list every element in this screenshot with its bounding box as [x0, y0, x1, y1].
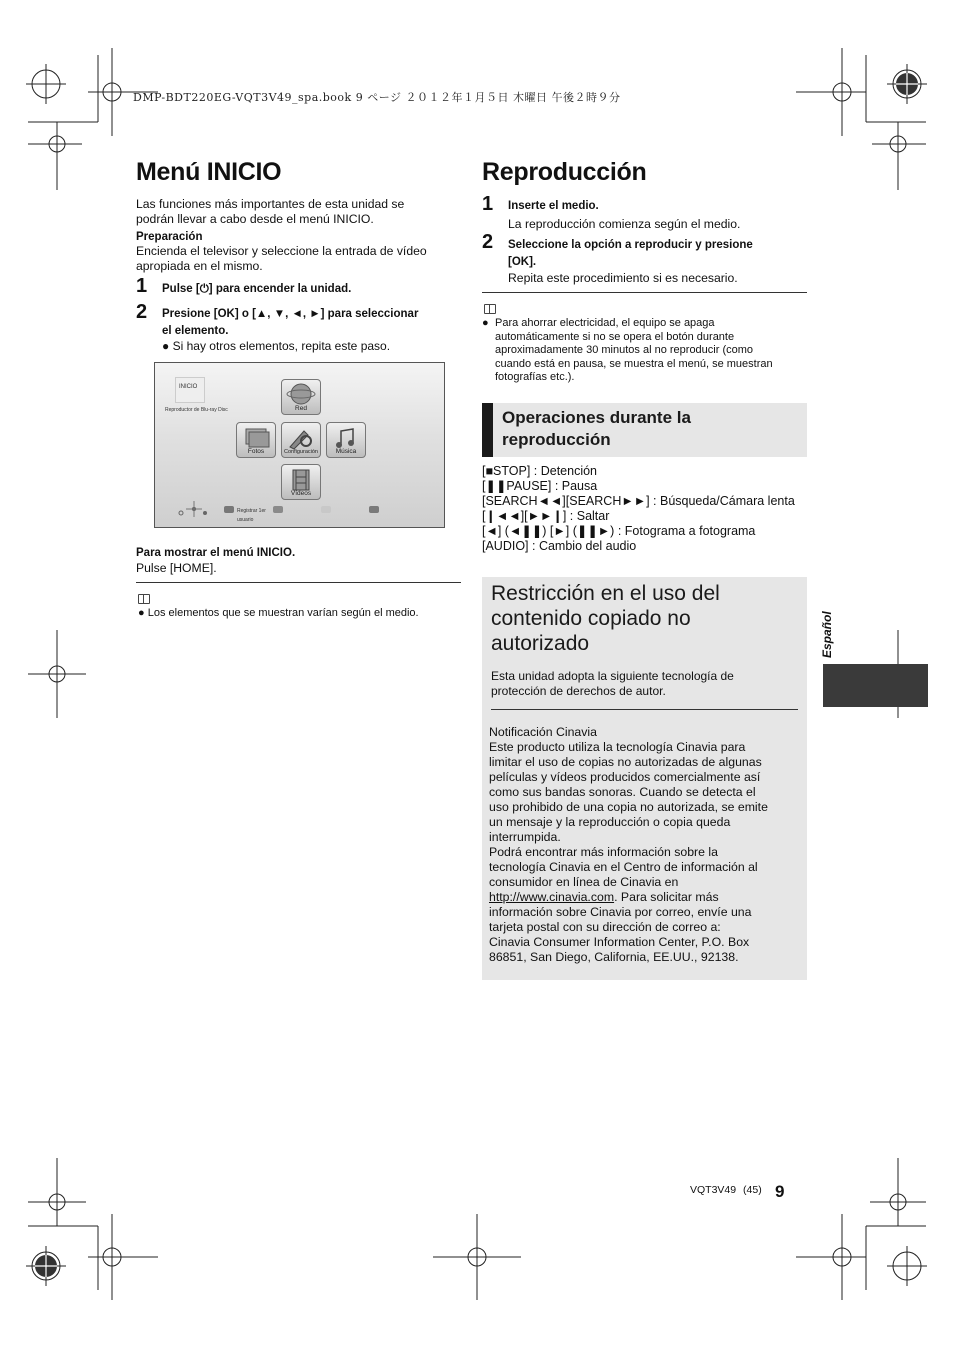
restriction-intro: Esta unidad adopta la siguiente tecnología de — [491, 669, 734, 683]
doc-subpage: (45) — [743, 1184, 762, 1196]
note-line: cuando está en pausa, se muestra el menú, se muestran — [495, 357, 773, 370]
step-bullet-text: Si hay otros elementos, repita este paso. — [172, 339, 391, 353]
tile-label: Fotos — [247, 448, 265, 455]
ops-line: [❙◄◄][►►❙] : Saltar — [482, 509, 610, 523]
home-menu-screen — [154, 362, 445, 528]
restriction-title: contenido copiado no — [491, 607, 691, 630]
cinavia-line: información sobre Cinavia por correo, envíe una — [489, 905, 752, 919]
intro-line: Las funciones más importantes de esta unidad se — [136, 197, 405, 211]
red-button-icon — [224, 506, 234, 513]
prep-line: Encienda el televisor y seleccione la entrada de vídeo — [136, 244, 427, 258]
section-title-reproduccion: Reproducción — [482, 158, 647, 186]
home-label: INICIO — [179, 384, 198, 390]
cinavia-line: Este producto utiliza la tecnología Cinavia para — [489, 740, 746, 754]
bullet-dot: ● — [482, 317, 489, 329]
ops-line: [❚❚PAUSE] : Pausa — [482, 479, 598, 493]
language-label: Español — [820, 611, 834, 658]
tile-videos[interactable] — [281, 464, 321, 500]
ops-heading-bar — [482, 403, 493, 457]
ops-heading: Operaciones durante la — [502, 408, 691, 427]
step-number: 2 — [482, 231, 494, 253]
ops-line: [■STOP] : Detención — [482, 464, 598, 478]
cinavia-link[interactable]: http://www.cinavia.com — [489, 890, 615, 904]
green-button-icon — [273, 506, 283, 513]
step-text: Pulse [⏻] para encender la unidad. — [162, 283, 352, 295]
language-tab — [823, 664, 928, 707]
doc-code: VQT3V49 — [690, 1184, 737, 1196]
step-text: [OK]. — [508, 256, 537, 268]
note-line: automáticamente si no se opera el botón durante — [495, 330, 735, 343]
restriction-box — [482, 577, 807, 980]
tile-musica[interactable] — [326, 422, 366, 458]
step-number: 1 — [136, 275, 148, 297]
step-text: Seleccione la opción a reproducir y presione — [508, 239, 753, 251]
cinavia-line: Podrá encontrar más información sobre la — [489, 845, 718, 859]
step-desc: La reproducción comienza según el medio. — [508, 217, 741, 231]
step-text: Inserte el medio. — [508, 200, 599, 212]
step-desc: Repita este procedimiento si es necesario. — [508, 271, 738, 285]
cinavia-line: consumidor en línea de Cinavia en — [489, 875, 679, 889]
prep-line: apropiada en el mismo. — [136, 259, 263, 273]
cinavia-line: como sus bandas sonoras. Cuando se detecta el — [489, 785, 756, 799]
ops-heading: reproducción — [502, 430, 611, 449]
divider — [491, 709, 798, 710]
cinavia-line: un mensaje y la reproducción o copia queda — [489, 815, 731, 829]
tile-label: Red — [295, 405, 307, 412]
step-number: 1 — [482, 193, 494, 215]
note-line: fotografías etc.). — [495, 371, 575, 383]
tile-label: Configuración — [284, 449, 318, 455]
tile-configuracion[interactable] — [281, 422, 321, 458]
ops-line: [AUDIO] : Cambio del audio — [482, 539, 637, 553]
cinavia-line: Notificación Cinavia — [489, 725, 597, 739]
cinavia-line: 86851, San Diego, California, EE.UU., 92138. — [489, 950, 739, 964]
cinavia-line: Cinavia Consumer Information Center, P.O. Box — [489, 935, 750, 949]
step-number: 2 — [136, 301, 148, 323]
restriction-title: autorizado — [491, 632, 590, 655]
cinavia-line: películas y vídeos producidos comercialmente así — [489, 770, 761, 784]
note-icon — [138, 594, 150, 604]
yellow-button-icon — [321, 506, 331, 513]
show-menu-title: Para mostrar el menú INICIO. — [136, 547, 296, 559]
note-line: aproximadamente 30 minutos al no reproducir (como — [495, 344, 754, 356]
cinavia-line: . Para solicitar más — [614, 890, 719, 904]
note-line: Para ahorrar electricidad, el equipo se apaga — [495, 317, 715, 329]
ops-line: [◄] (◄❚❚) [►] (❚❚►) : Fotograma a fotograma — [482, 524, 756, 538]
page-number: 9 — [775, 1182, 785, 1201]
tile-red[interactable] — [281, 379, 321, 415]
restriction-title: Restricción en el uso del — [491, 582, 720, 605]
prep-title: Preparación — [136, 231, 203, 243]
divider — [136, 582, 461, 583]
cinavia-line: tecnología Cinavia en el Centro de información al — [489, 860, 758, 874]
file-header: DMP-BDT220EG-VQT3V49_spa.book 9 ページ ２０１２年１月５日 木曜日 午後２時９分 — [133, 91, 621, 104]
blue-button-icon — [369, 506, 379, 513]
divider — [482, 292, 807, 293]
note-text: Los elementos que se muestran varían según el medio. — [147, 607, 419, 619]
ops-heading-box — [482, 403, 807, 457]
note-icon — [484, 304, 496, 314]
show-menu-text: Pulse [HOME]. — [136, 561, 217, 575]
step-text: el elemento. — [162, 325, 229, 337]
register-label: usuario — [237, 517, 254, 523]
dpad-icon — [177, 499, 211, 519]
section-title-menu-inicio: Menú INICIO — [136, 158, 282, 186]
ops-line: [SEARCH◄◄][SEARCH►►] : Búsqueda/Cámara lenta — [482, 494, 795, 508]
device-label: Reproductor de Blu-ray Disc — [165, 407, 228, 413]
cinavia-line: tarjeta postal con su dirección de correo a: — [489, 920, 721, 934]
restriction-intro: protección de derechos de autor. — [491, 684, 666, 698]
intro-line: podrán llevar a cabo desde el menú INICIO. — [136, 212, 374, 226]
bullet-dot: ● — [138, 607, 145, 619]
tile-fotos[interactable] — [236, 422, 276, 458]
register-label: Registrar 1er — [237, 508, 266, 514]
cinavia-line: interrumpida. — [489, 830, 561, 844]
tile-label: Vídeos — [290, 490, 312, 497]
bullet-dot: ● — [162, 339, 170, 353]
cinavia-line: limitar el uso de copias no autorizadas de algunas — [489, 755, 762, 769]
tools-icon — [282, 425, 320, 451]
tile-label: Música — [335, 448, 357, 455]
cinavia-line: uso prohibido de una copia no autorizada, se emite — [489, 800, 768, 814]
step-text: Presione [OK] o [▲, ▼, ◄, ►] para seleccionar — [162, 308, 419, 320]
